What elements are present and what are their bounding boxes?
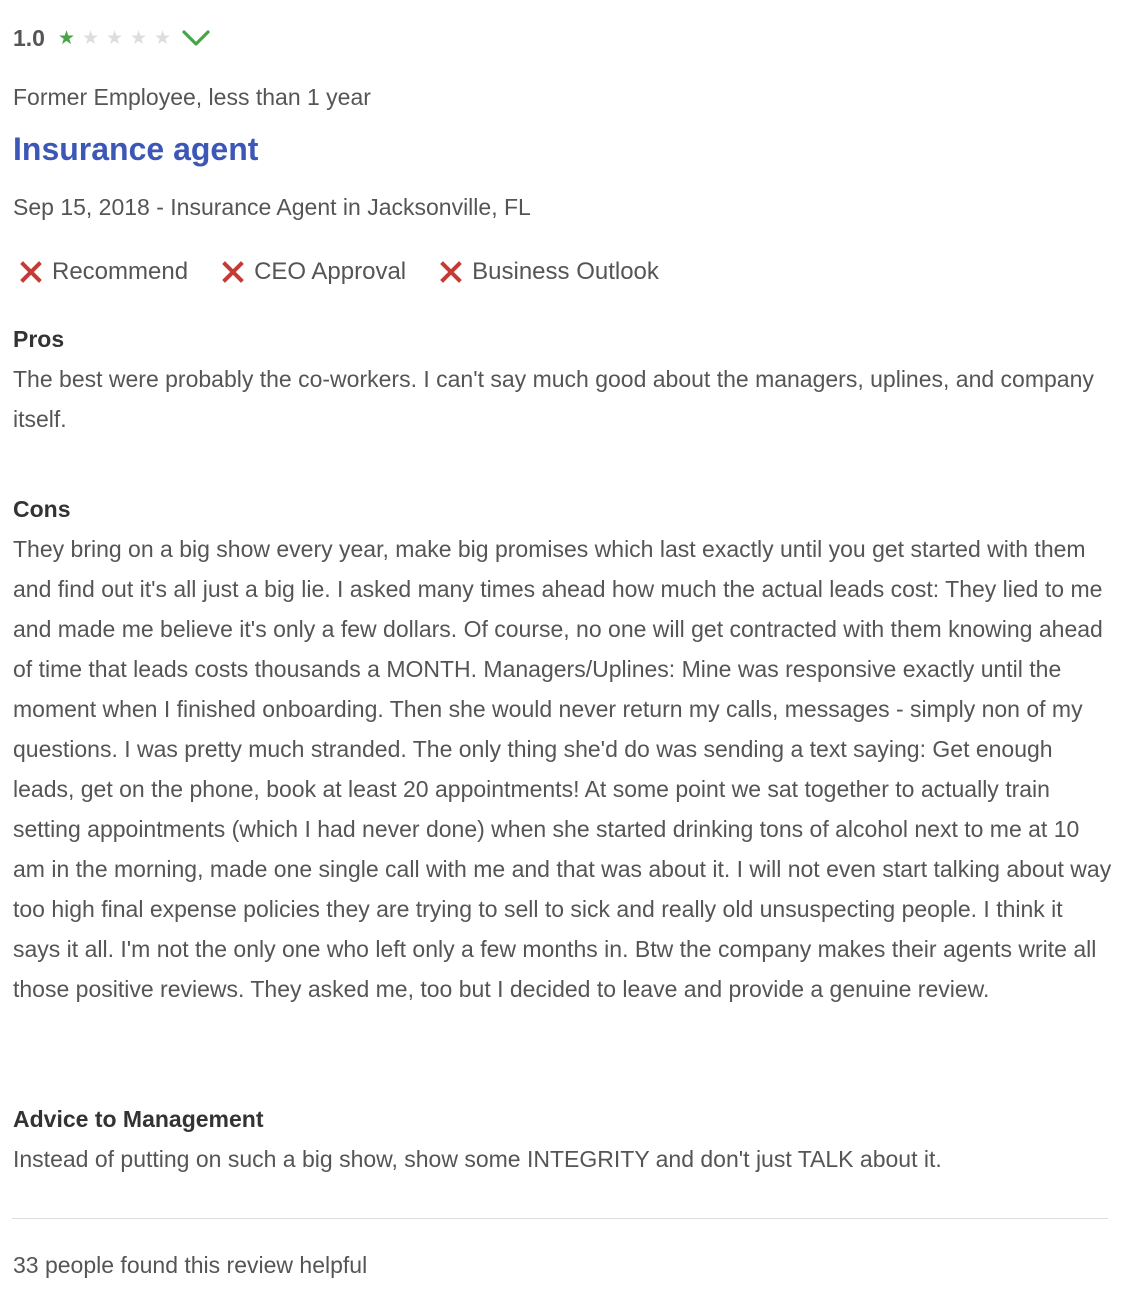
flag-label: CEO Approval (254, 258, 407, 285)
pros-heading: Pros (13, 326, 65, 352)
star-icon: ★ (81, 27, 99, 49)
rating-value: 1.0 (13, 24, 45, 51)
flag-label: Business Outlook (472, 258, 659, 285)
rating-row (13, 20, 211, 56)
star-icon: ★ (105, 27, 123, 49)
divider (12, 1218, 1108, 1219)
cons-text: They bring on a big show every year, make big promises which last exactly until you get started with them and find out it's all just a big lie. I asked many times ahead how much the actual leads cost: They lied to me and made me believe it's only a few dollars. Of course, no one will get contracted with them knowing ahead of time that leads costs thousands a MONTH. Managers/Uplines: Mine was responsive exactly until the moment when I finished onboarding. Then she would never return my calls, messages - simply non of my questions. I was pretty much stranded. The only thing she'd do was sending a text saying: Get enough leads, get on the phone, book at least 20 appointments! At some point we sat together to actually train setting appointments (which I had never done) when she started drinking tons of alcohol next to me at 10 am in the morning, made one single call with me and that was about it. I will not even start talking about way too high final expense policies they are trying to sell to sick and really old unsuspecting people. I think it says it all. I'm not the only one who left only a few months in. Btw the company makes their agents write all those positive reviews. They asked me, too but I decided to leave and provide a genuine review. (13, 536, 1112, 1002)
chevron-down-icon (181, 28, 211, 48)
helpful-count: 33 people found this review helpful (13, 1252, 368, 1278)
advice-heading: Advice to Management (13, 1106, 264, 1132)
flag-recommend (20, 258, 188, 286)
review-meta: Sep 15, 2018 - Insurance Agent in Jacksonville, FL (13, 194, 531, 220)
ratings-flags (20, 258, 693, 286)
x-icon (20, 261, 42, 283)
star-icon: ★ (153, 27, 171, 49)
star-icon: ★ (57, 27, 75, 49)
x-icon (222, 261, 244, 283)
star-icon: ★ (129, 27, 147, 49)
flag-label: Recommend (52, 258, 189, 285)
cons-heading: Cons (13, 496, 71, 522)
flag-ceo-approval (222, 258, 406, 286)
review-title-link[interactable]: Insurance agent (13, 131, 259, 167)
advice-text: Instead of putting on such a big show, show some INTEGRITY and don't just TALK about it. (13, 1146, 942, 1172)
flag-business-outlook (440, 258, 659, 286)
star-rating (57, 29, 177, 48)
expand-ratings-button[interactable] (181, 27, 211, 49)
employment-status: Former Employee, less than 1 year (13, 84, 371, 110)
x-icon (440, 261, 462, 283)
pros-text: The best were probably the co-workers. I can't say much good about the managers, uplines, and company itself. (13, 366, 1094, 432)
